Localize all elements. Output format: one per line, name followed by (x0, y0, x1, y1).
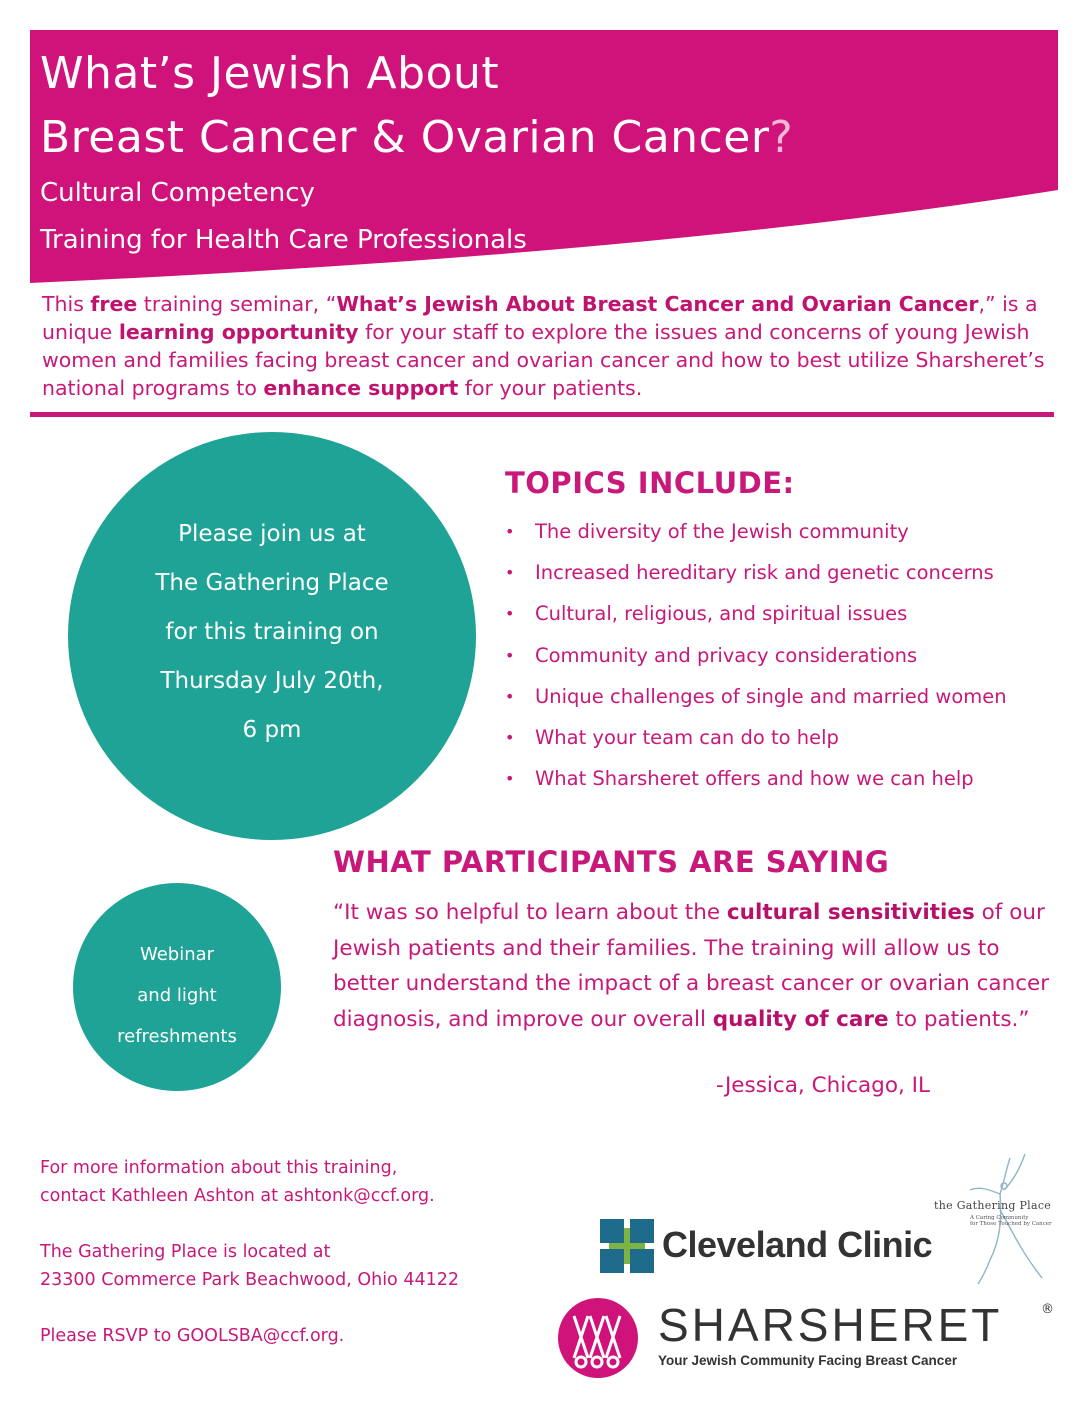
list-item (505, 638, 1007, 679)
list-item (505, 679, 1007, 720)
bullet-icon: • (505, 604, 515, 624)
topic-text: Unique challenges of single and married women (535, 684, 1007, 708)
cleveland-clinic-name: Cleveland Clinic (662, 1224, 933, 1265)
bullet-icon: • (505, 686, 515, 706)
bullet-icon: • (505, 563, 515, 583)
testimonial-heading: WHAT PARTICIPANTS ARE SAYING (333, 845, 890, 879)
webinar-line: refreshments (117, 1026, 237, 1047)
gathering-place-tagline (970, 1215, 1052, 1227)
title-question-mark: ? (769, 112, 794, 163)
sharsheret-emblem-icon (558, 1298, 638, 1378)
contact-info (40, 1154, 435, 1210)
intro-text: This (42, 292, 91, 316)
topic-text: Increased hereditary risk and genetic concerns (535, 561, 994, 585)
event-line: Please join us at (178, 521, 366, 547)
intro-text: for your patients. (458, 376, 643, 400)
webinar-line: and light (137, 985, 217, 1006)
webinar-circle (73, 883, 281, 1091)
webinar-line: Webinar (139, 944, 215, 965)
quote-text: of our Jewish patients and their families. The training will allow us to better understand the impact of a breast cancer or ovarian cancer diagnosis, and improve our overall (333, 900, 1050, 1032)
registered-mark: ® (1041, 1302, 1054, 1317)
topic-text: Community and privacy considerations (535, 643, 918, 667)
bullet-icon: • (505, 645, 515, 665)
event-line: Thursday July 20th, (160, 668, 384, 694)
list-item (505, 555, 1007, 596)
webinar-details (73, 934, 281, 1057)
event-line: for this training on (165, 619, 379, 645)
location-line: 23300 Commerce Park Beachwood, Ohio 44122 (40, 1270, 460, 1290)
list-item (505, 596, 1007, 637)
location-info (40, 1238, 459, 1294)
list-item (505, 514, 1007, 555)
subtitle-line-1: Cultural Competency (40, 178, 315, 208)
topics-list (505, 514, 1007, 802)
event-line: 6 pm (242, 717, 302, 743)
topic-text: Cultural, religious, and spiritual issues (535, 602, 908, 626)
intro-emphasis: free (90, 292, 138, 316)
intro-text: training seminar, “ (137, 292, 337, 316)
testimonial-quote (333, 895, 1053, 1037)
subtitle-line-2: Training for Health Care Professionals (40, 225, 527, 255)
cleveland-clinic-cross-icon (600, 1219, 654, 1273)
event-details (68, 510, 476, 755)
quote-text: “It was so helpful to learn about the (333, 900, 727, 925)
event-circle (68, 432, 476, 840)
contact-line: contact Kathleen Ashton at ashtonk@ccf.org. (40, 1186, 435, 1206)
title-line-2 (40, 112, 793, 163)
rsvp-info: Please RSVP to GOOLSBA@ccf.org. (40, 1326, 345, 1346)
list-item (505, 720, 1007, 761)
location-line: The Gathering Place is located at (40, 1242, 331, 1262)
intro-text: for your staff to explore the issues and concerns of young Jewish women and families facing breast cancer and ovarian cancer and how to best utilize Sharsheret’s national programs to (42, 320, 1045, 400)
list-item (505, 761, 1007, 802)
sharsheret-tagline: Your Jewish Community Facing Breast Cancer (658, 1353, 958, 1368)
quote-emphasis: quality of care (712, 1006, 889, 1032)
divider (30, 412, 1054, 417)
topics-heading: TOPICS INCLUDE: (505, 466, 795, 500)
intro-paragraph (42, 290, 1062, 402)
gathering-place-name: the Gathering Place (934, 1199, 1052, 1212)
bullet-icon: • (505, 727, 515, 747)
contact-line: For more information about this training, (40, 1158, 398, 1178)
bullet-icon: • (505, 769, 515, 789)
intro-emphasis: enhance support (263, 376, 459, 400)
quote-emphasis: cultural sensitivities (726, 900, 975, 925)
topic-text: What your team can do to help (535, 725, 839, 749)
topic-text: The diversity of the Jewish community (535, 520, 909, 543)
intro-text: ,” is a unique (42, 292, 1038, 344)
intro-emphasis: learning opportunity (118, 320, 359, 344)
gathering-place-tag-line: for Those Touched by Cancer (970, 1221, 1052, 1227)
title-line-2-text: Breast Cancer & Ovarian Cancer (40, 112, 770, 163)
sharsheret-logo (556, 1296, 648, 1380)
intro-emphasis: What’s Jewish About Breast Cancer and Ovarian Cancer (336, 292, 979, 316)
gathering-place-tag-line: A Caring Community (970, 1215, 1029, 1221)
bullet-icon: • (505, 522, 515, 541)
title-line-1: What’s Jewish About (40, 48, 500, 99)
topic-text: What Sharsheret offers and how we can help (535, 767, 974, 791)
sharsheret-name: SHARSHERET (658, 1299, 1003, 1351)
quote-text: to patients.” (888, 1006, 1030, 1032)
event-line: The Gathering Place (155, 570, 389, 596)
testimonial-attribution: -Jessica, Chicago, IL (716, 1073, 930, 1098)
